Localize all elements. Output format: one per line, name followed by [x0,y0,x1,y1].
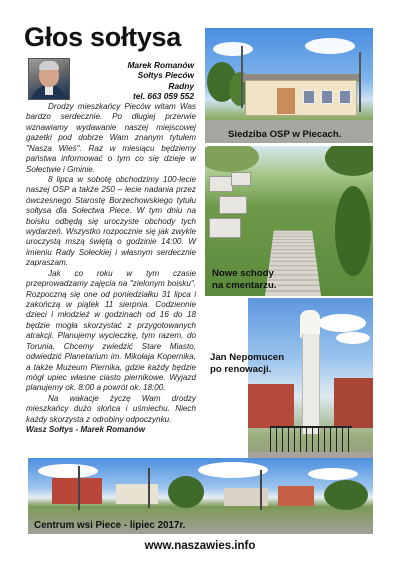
osp-photo-caption: Siedziba OSP w Piecach. [228,129,342,140]
author-portrait [28,58,70,100]
village-centre-caption: Centrum wsi Piece - lipiec 2017r. [34,520,186,531]
author-role: Sołtys Pieców [137,70,194,81]
article-paragraph: Jak co roku w tym czasie przeprowadzamy zajęcia na "zielonym boisku". Rozpoczną się one od poniedziałku 31 lipca i zakończą w piątek 11 sierpnia. Codziennie dzieci i młodzież w godzinach od 16 do 18 będzie mogła skorzystać z przygotowanych atrakcji. Planujemy wycieczkę, tym razem, do Torunia. Chcemy zwiedzić Stare Miasto, odwiedzić Planetarium im. Mikołaja Kopernika, a także Muzeum Piernika, gdzie każdy będzie mógł upiec własne ciasto piernikowe. Wyjazd planujemy ok. 8:00 a powrót ok. 18:00. [26,268,196,393]
page-title: Głos sołtysa [24,22,181,52]
stairs-photo-caption: Nowe schody na cmentarzu. [212,268,277,291]
article-paragraph: Na wakacje życzę Wam drodzy mieszkańcy dużo słońca i uśmiechu. Niech każdy skorzysta z odrobiny odpoczynku. [26,393,196,424]
author-phone: tel. 663 059 552 [132,91,194,102]
website-url[interactable]: www.naszawies.info [144,540,256,552]
shrine-photo-caption: Jan Nepomucen po renowacji. [210,352,285,375]
nepomucen-shrine-photo [248,298,373,476]
author-name: Marek Romanów [127,60,194,70]
osp-building-photo [205,28,373,143]
article-signature: Wasz Sołtys - Marek Romanów [26,425,146,435]
author-byline [96,60,194,102]
article-paragraph: Drodzy mieszkańcy Pieców witam Was bardzo serdecznie. Po długiej przerwie wznawiamy wydawanie naszej miejscowej gazetki pod dobrze Wam znanym tytułem "Nasza Wieś". Raz w miesiącu będziemy państwa informować o tym co się dzieje w Sołectwie i Gminie. [26,102,196,174]
article-paragraph: 8 lipca w sobotę obchodzimy 100-lecie naszej OSP a także 250 – lecie nadania przez ówczesnego Starostę Borzechowskiego tytułu sołtysa dla Sołectwa Piece. W tym dniu na boisku odbędą się uroczyste obchody tych wydarzeń. Wszystko rozpocznie się jak zwykle uroczystą mszą świętą o godzinie 14:00. W imieniu Rady Sołeckiej i własnym serdecznie zapraszam. [26,174,196,268]
author-role-secondary: Radny [168,80,194,91]
article-body [26,102,196,436]
